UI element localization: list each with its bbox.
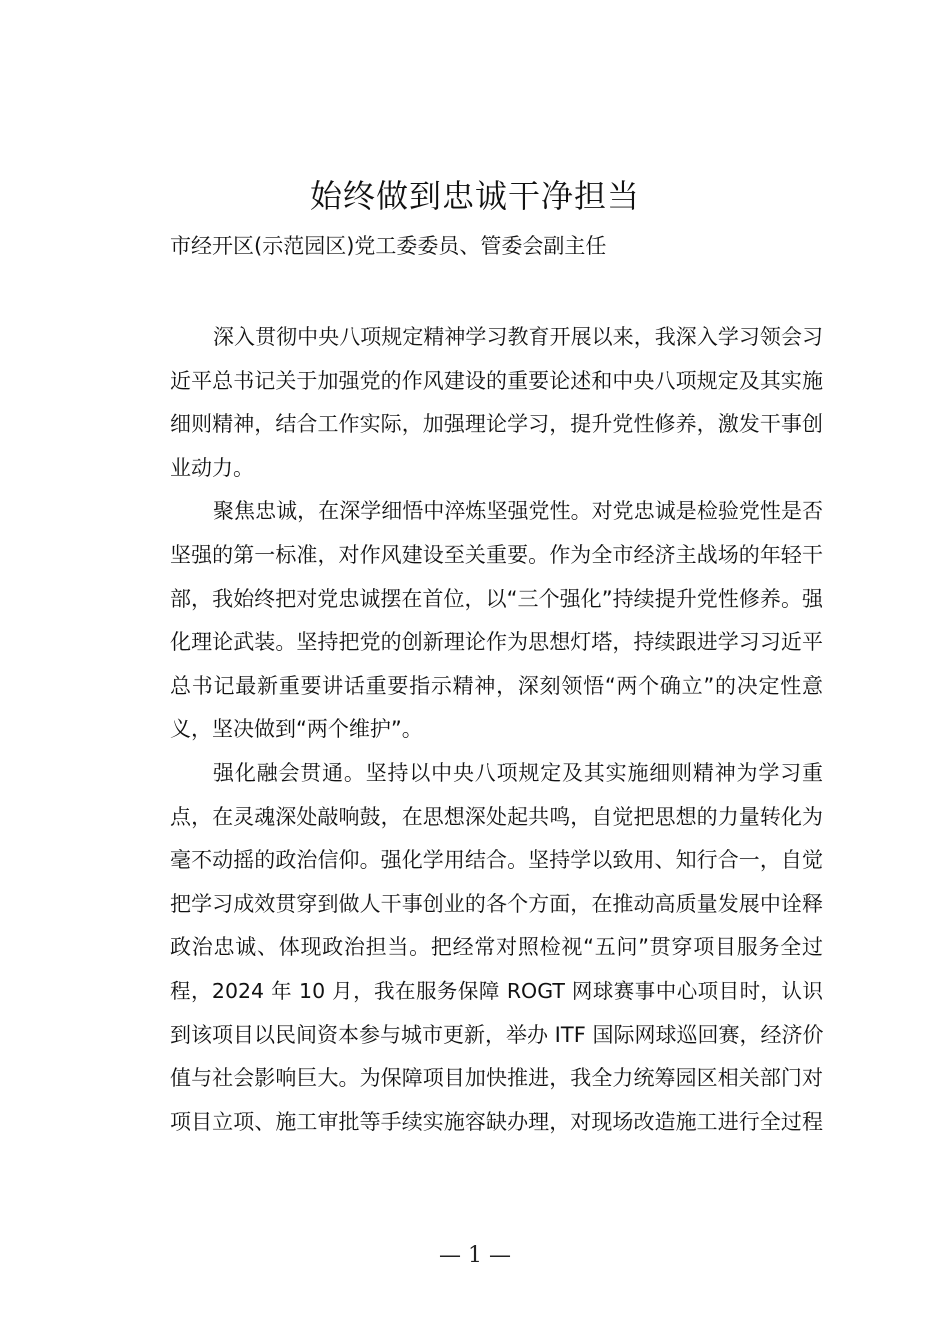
text-line: 业动力。 [170,455,254,480]
text-line: 项目立项、施工审批等手续实施容缺办理，对现场改造施工进行全过程 [170,1109,823,1134]
text-line: 聚焦忠诚，在深学细悟中淬炼坚强党性。对党忠诚是检验党性是否 [213,499,823,524]
page-number: — 1 — [439,1243,511,1268]
text-line: 部，我始终把对党忠诚摆在首位，以“三个强化”持续提升党性修养。强 [170,586,823,611]
text-line: 点，在灵魂深处敲响鼓，在思想深处起共鸣，自觉把思想的力量转化为 [170,804,823,829]
document-body [127,320,823,1148]
author-line: 市经开区(示范园区)党工委委员、管委会副主任 [170,234,607,258]
text-line: 细则精神，结合工作实际，加强理论学习，提升党性修养，激发干事创 [170,412,823,437]
text-line: 坚强的第一标准，对作风建设至关重要。作为全市经济主战场的年轻干 [170,542,823,567]
paragraph [127,320,823,486]
text-line: 强化融会贯通。坚持以中央八项规定及其实施细则精神为学习重 [213,760,823,785]
text-line: 义，坚决做到“两个维护”。 [170,717,423,742]
text-line: 毫不动摇的政治信仰。强化学用结合。坚持学以致用、知行合一，自觉 [170,848,823,873]
text-line: 值与社会影响巨大。为保障项目加快推进，我全力统筹园区相关部门对 [170,1066,823,1091]
document-title: 始终做到忠诚干净担当 [309,177,640,215]
paragraph [127,494,823,747]
text-line: 深入贯彻中央八项规定精神学习教育开展以来，我深入学习领会习 [213,325,823,349]
text-line: 到该项目以民间资本参与城市更新，举办 ITF 国际网球巡回赛，经济价 [170,1022,824,1047]
text-line: 把学习成效贯穿到做人干事创业的各个方面，在推动高质量发展中诠释 [170,891,823,916]
text-line: 程，2024 年 10 月，我在服务保障 ROGT 网球赛事中心项目时，认识 [170,978,823,1003]
text-line: 化理论武装。坚持把党的创新理论作为思想灯塔，持续跟进学习习近平 [170,630,823,655]
text-line: 政治忠诚、体现政治担当。把经常对照检视“五问”贯穿项目服务全过 [170,935,823,960]
paragraph [127,756,823,1140]
text-line: 总书记最新重要讲话重要指示精神，深刻领悟“两个确立”的决定性意 [170,673,823,698]
text-line: 近平总书记关于加强党的作风建设的重要论述和中央八项规定及其实施 [170,368,823,393]
